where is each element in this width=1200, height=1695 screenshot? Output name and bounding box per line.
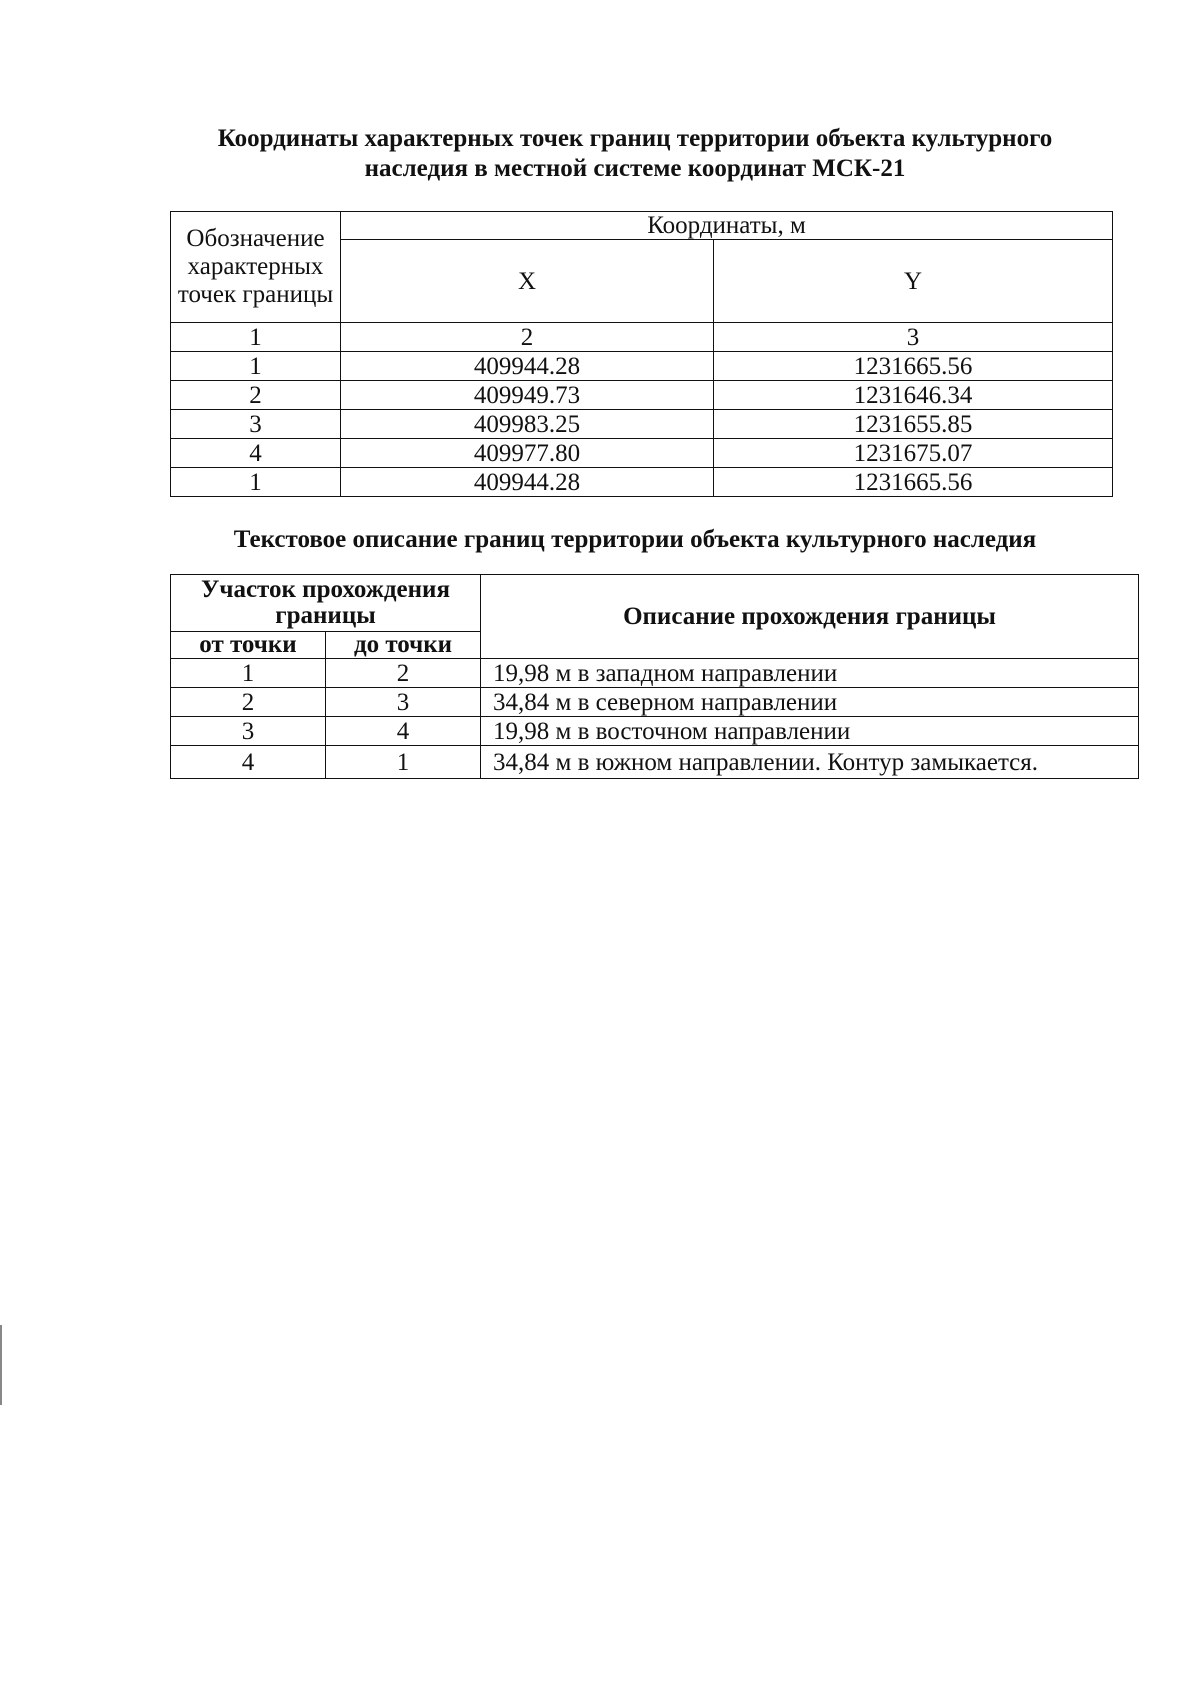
x-cell: 409977.80	[341, 439, 714, 468]
table-row	[171, 688, 1139, 717]
coordinates-title-line2: наследия в местной системе координат МСК-21	[364, 155, 906, 182]
description-cell: 19,98 м в восточном направлении	[481, 717, 1139, 746]
description-cell: 34,84 м в южном направлении. Контур замыкается.	[481, 746, 1139, 779]
to-point-cell: 3	[326, 688, 481, 717]
table-row	[171, 468, 1113, 497]
from-point-cell: 2	[171, 688, 326, 717]
from-point-cell: 1	[171, 659, 326, 688]
to-point-header: до точки	[326, 632, 481, 659]
table-row	[171, 381, 1113, 410]
y-cell: 1231655.85	[714, 410, 1113, 439]
description-title: Текстовое описание границ территории объекта культурного наследия	[233, 526, 1037, 553]
coordinates-table	[170, 211, 1113, 497]
to-point-cell: 2	[326, 659, 481, 688]
description-cell: 34,84 м в северном направлении	[481, 688, 1139, 717]
table-row	[171, 659, 1139, 688]
coordinates-title-line1: Координаты характерных точек границ территории объекта культурного	[217, 125, 1053, 152]
scan-edge-mark	[0, 1325, 2, 1405]
point-cell: 4	[171, 439, 341, 468]
coordinates-header: Координаты, м	[341, 212, 1113, 240]
x-cell: 409944.28	[341, 352, 714, 381]
column-number: 2	[341, 323, 714, 352]
table-row	[171, 746, 1139, 779]
table-row	[171, 439, 1113, 468]
column-numbering-row	[171, 323, 1113, 352]
from-point-cell: 3	[171, 717, 326, 746]
y-cell: 1231675.07	[714, 439, 1113, 468]
to-point-cell: 4	[326, 717, 481, 746]
y-cell: 1231665.56	[714, 352, 1113, 381]
y-cell: 1231665.56	[714, 468, 1113, 497]
table-row	[171, 717, 1139, 746]
description-header: Описание прохождения границы	[481, 575, 1139, 659]
y-header: Y	[714, 240, 1113, 323]
table-row	[171, 410, 1113, 439]
y-cell: 1231646.34	[714, 381, 1113, 410]
coordinates-title	[160, 124, 1110, 184]
point-cell: 2	[171, 381, 341, 410]
point-designation-header: Обозначение характерных точек границы	[171, 212, 341, 323]
from-point-cell: 4	[171, 746, 326, 779]
x-cell: 409944.28	[341, 468, 714, 497]
column-number: 3	[714, 323, 1113, 352]
point-cell: 3	[171, 410, 341, 439]
x-cell: 409983.25	[341, 410, 714, 439]
point-cell: 1	[171, 468, 341, 497]
description-table	[170, 574, 1139, 779]
point-cell: 1	[171, 352, 341, 381]
x-header: X	[341, 240, 714, 323]
from-point-header: от точки	[171, 632, 326, 659]
segment-header: Участок прохождения границы	[171, 575, 481, 632]
table-row	[171, 352, 1113, 381]
x-cell: 409949.73	[341, 381, 714, 410]
column-number: 1	[171, 323, 341, 352]
description-cell: 19,98 м в западном направлении	[481, 659, 1139, 688]
to-point-cell: 1	[326, 746, 481, 779]
